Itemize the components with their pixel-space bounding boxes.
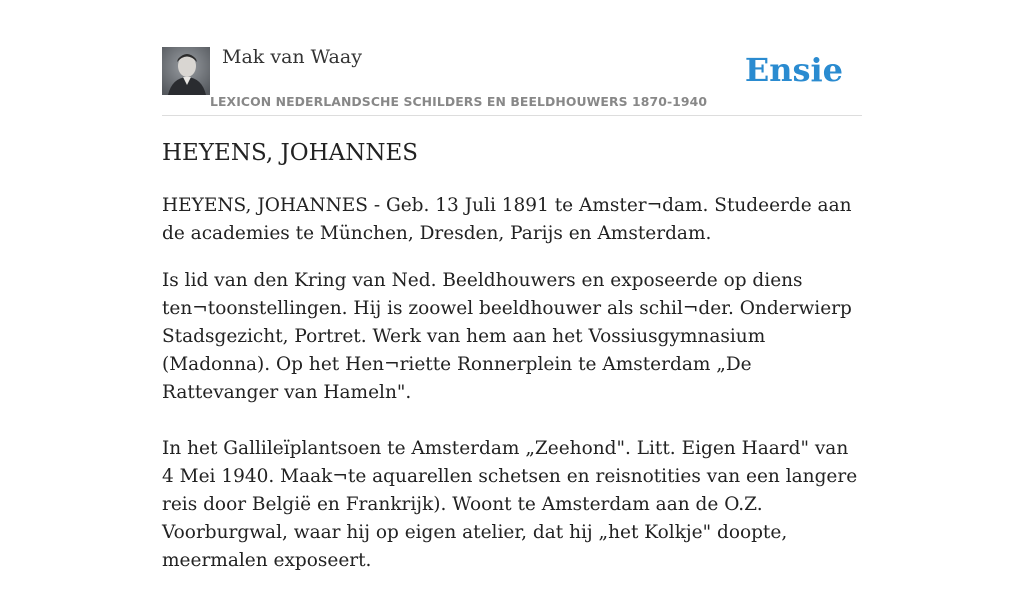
paragraph: In het Gallileïplantsoen te Amsterdam „Zeehond". Litt. Eigen Haard" van 4 Mei 1940. Maak¬te aquarellen schetsen en reisnotities van een langere reis door België en Frankrijk). Woont te Amsterdam aan de O.Z. Voorburgwal, waar hij op eigen atelier, dat hij „het Kolkje" doopte, meermalen exposeert. bbox=[162, 438, 858, 571]
author-name[interactable]: Mak van Waay bbox=[222, 46, 362, 68]
header-divider bbox=[162, 115, 862, 116]
header bbox=[162, 46, 862, 116]
author-avatar[interactable] bbox=[162, 47, 210, 95]
source-title[interactable]: LEXICON NEDERLANDSCHE SCHILDERS EN BEELDHOUWERS 1870-1940 bbox=[210, 94, 708, 109]
article-body bbox=[162, 192, 862, 594]
paragraph: HEYENS, JOHANNES - Geb. 13 Juli 1891 te Amster¬dam. Studeerde aan de academies te München, Dresden, Parijs en Amsterdam. bbox=[162, 195, 852, 244]
article-title: HEYENS, JOHANNES bbox=[162, 140, 419, 166]
paragraph: Is lid van den Kring van Ned. Beeldhouwers en exposeerde op diens ten¬toonstellingen. Hij is zoowel beeldhouwer als schil¬der. Onderwierp Stadsgezicht, Portret. Werk van hem aan het Vossiusgymnasium (Madonna). Op het Hen¬riette Ronnerplein te Amsterdam „De Rattevanger van Hameln". bbox=[162, 270, 852, 403]
site-logo[interactable]: Ensie bbox=[744, 51, 843, 89]
portrait-image bbox=[162, 47, 210, 95]
